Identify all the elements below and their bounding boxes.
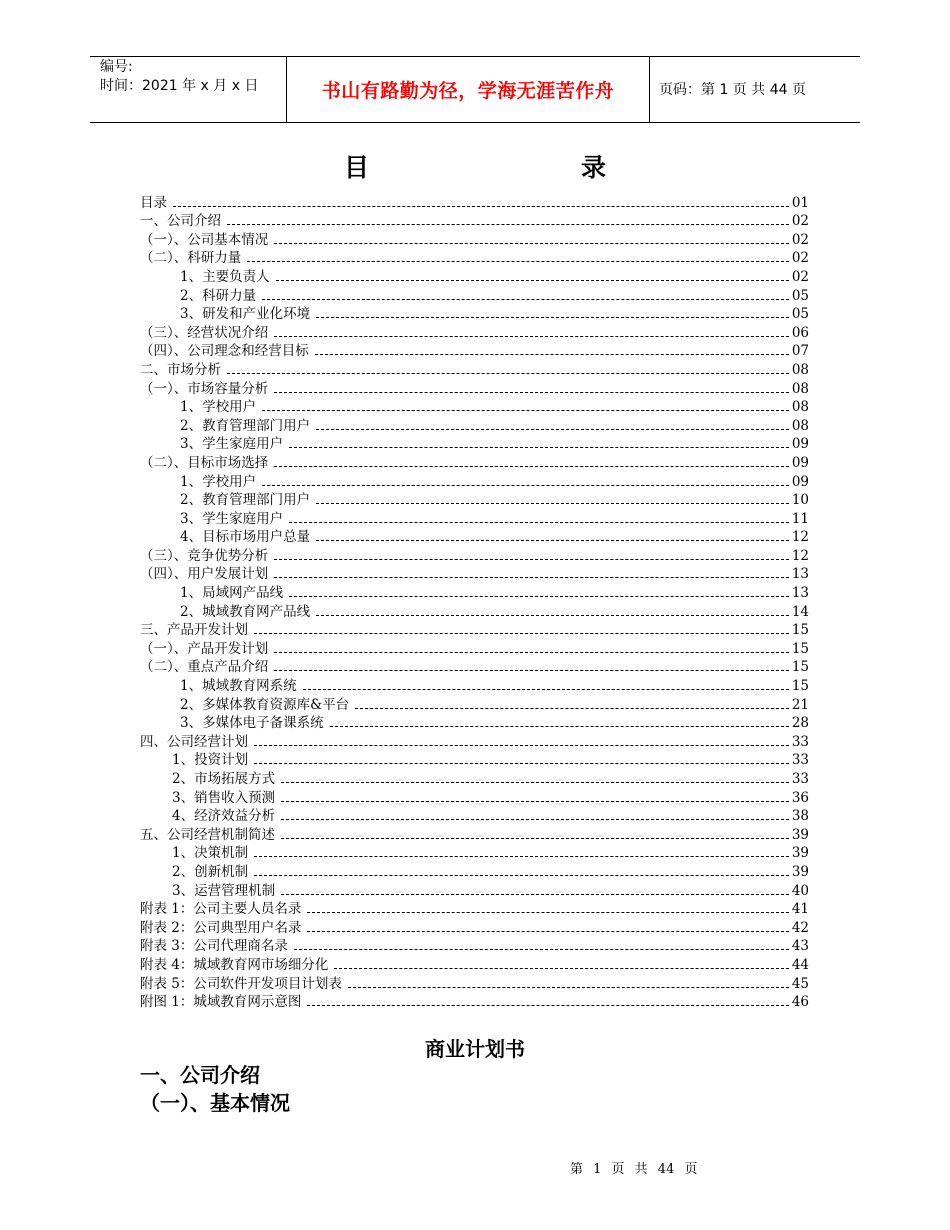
toc-leader-dots	[274, 336, 789, 337]
toc-entry-page: 45	[791, 975, 809, 992]
toc-entry[interactable]	[140, 323, 809, 342]
toc-entry-label: 2、市场拓展方式	[172, 771, 276, 787]
toc-entry-label: 附表 5：公司软件开发项目计划表	[140, 975, 342, 992]
toc-entry[interactable]	[140, 825, 809, 844]
toc-entry[interactable]	[140, 676, 809, 695]
toc-leader-dots	[355, 708, 789, 709]
toc-entry-label: （二）、科研力量	[140, 250, 242, 267]
toc-leader-dots	[262, 299, 789, 300]
toc-entry-page: 12	[791, 529, 809, 546]
toc-entry[interactable]	[140, 435, 809, 454]
toc-leader-dots	[227, 224, 789, 225]
toc-entry[interactable]	[140, 230, 809, 249]
toc-entry[interactable]	[140, 900, 809, 919]
toc-entry[interactable]	[140, 509, 809, 528]
toc-entry-page: 15	[791, 659, 809, 676]
toc-entry-label: 1、主要负责人	[180, 268, 270, 285]
document-number-label: 编号:	[100, 59, 133, 75]
toc-entry-label: 附表 1：公司主要人员名录	[140, 901, 302, 918]
header-page-number: 页码：第 1 页 共 44 页	[659, 82, 806, 98]
toc-entry-label: 附图 1：城域教育网示意图	[140, 994, 302, 1011]
toc-leader-dots	[303, 689, 789, 690]
toc-entry-label: （三）、经营状况介绍	[140, 324, 269, 341]
toc-entry-page: 08	[791, 361, 809, 378]
toc-entry[interactable]	[140, 453, 809, 472]
toc-entry-label: 四、公司经营计划	[140, 733, 248, 750]
toc-entry[interactable]	[140, 751, 809, 770]
toc-entry-label: 二、市场分析	[140, 361, 221, 378]
toc-entry[interactable]	[140, 807, 809, 826]
toc-entry-page: 39	[791, 826, 809, 843]
toc-entry[interactable]	[140, 639, 809, 658]
toc-entry[interactable]	[140, 769, 809, 788]
toc-entry-page: 36	[791, 789, 809, 806]
toc-entry[interactable]	[140, 732, 809, 751]
toc-entry-page: 08	[791, 380, 809, 397]
header-top-rule	[90, 56, 860, 57]
toc-entry-page: 08	[791, 399, 809, 416]
toc-entry-label: （四）、公司理念和经营目标	[140, 343, 309, 360]
toc-entry[interactable]	[140, 342, 809, 361]
toc-entry-label: 一、公司介绍	[140, 213, 221, 230]
toc-entry-page: 09	[791, 473, 809, 490]
toc-entry-label: （二）、目标市场选择	[140, 454, 269, 471]
toc-entry-page: 02	[791, 250, 809, 267]
toc-entry[interactable]	[140, 212, 809, 231]
toc-entry-label: 1、学校用户	[180, 399, 257, 416]
toc-leader-dots	[274, 652, 789, 653]
toc-entry-page: 10	[791, 492, 809, 509]
toc-entry-label: 1、决策机制	[172, 845, 249, 862]
toc-entry-label: 4、经济效益分析	[172, 808, 276, 825]
header-motto: 书山有路勤为径，学海无涯苦作舟	[321, 80, 615, 102]
toc-leader-dots	[348, 987, 789, 988]
toc-title-char-2: 录	[581, 153, 607, 182]
toc-entry[interactable]	[140, 881, 809, 900]
toc-entry-page: 15	[791, 640, 809, 657]
toc-leader-dots	[330, 726, 789, 727]
toc-entry-label: 3、学生家庭用户	[180, 510, 284, 527]
toc-entry-page: 21	[791, 696, 809, 713]
toc-entry[interactable]	[140, 621, 809, 640]
toc-entry[interactable]	[140, 714, 809, 733]
toc-leader-dots	[254, 763, 789, 764]
toc-entry-label: （一）、公司基本情况	[140, 231, 269, 248]
toc-entry-label: 1、学校用户	[180, 473, 257, 490]
toc-entry[interactable]	[140, 546, 809, 565]
toc-entry-label: （一）、产品开发计划	[140, 640, 269, 657]
toc-leader-dots	[274, 670, 789, 671]
toc-entry[interactable]	[140, 955, 809, 974]
toc-entry-page: 33	[791, 733, 809, 750]
footer-page-number: 第 1 页 共 44 页	[570, 1162, 698, 1177]
toc-entry-page: 43	[791, 938, 809, 955]
toc-leader-dots	[254, 875, 789, 876]
toc-leader-dots	[294, 949, 789, 950]
header-divider-right	[649, 56, 650, 122]
toc-leader-dots	[289, 447, 789, 448]
toc-entry[interactable]	[140, 416, 809, 435]
toc-entry-page: 02	[791, 268, 809, 285]
toc-entry-page: 13	[791, 585, 809, 602]
toc-entry[interactable]	[140, 565, 809, 584]
toc-entry-page: 15	[791, 622, 809, 639]
header-bottom-rule	[90, 122, 860, 123]
toc-leader-dots	[315, 354, 789, 355]
toc-entry-page: 39	[791, 863, 809, 880]
toc-leader-dots	[274, 392, 789, 393]
toc-entry-label: 3、研发和产业化环境	[180, 306, 311, 323]
toc-leader-dots	[281, 819, 789, 820]
document-title: 商业计划书	[425, 1037, 525, 1061]
toc-entry[interactable]	[140, 583, 809, 602]
toc-entry-page: 15	[791, 678, 809, 695]
toc-entry-page: 05	[791, 287, 809, 304]
subsection-heading: （一）、基本情况	[140, 1091, 290, 1115]
toc-entry[interactable]	[140, 193, 809, 212]
toc-title-char-1: 目	[344, 153, 370, 182]
toc-entry-label: （一）、市场容量分析	[140, 380, 269, 397]
toc-entry-label: 2、多媒体教育资源库&平台	[180, 696, 350, 713]
toc-entry[interactable]	[140, 249, 809, 268]
toc-entry-page: 46	[791, 994, 809, 1011]
document-date: 时间：2021 年 x 月 x 日	[100, 78, 259, 94]
toc-entry[interactable]	[140, 286, 809, 305]
toc-entry[interactable]	[140, 788, 809, 807]
toc-leader-dots	[227, 373, 789, 374]
toc-leader-dots	[173, 206, 789, 207]
toc-leader-dots	[307, 931, 788, 932]
toc-entry[interactable]	[140, 993, 809, 1012]
toc-entry-page: 12	[791, 547, 809, 564]
section-heading: 一、公司介绍	[140, 1063, 260, 1087]
toc-leader-dots	[316, 503, 789, 504]
toc-leader-dots	[289, 522, 789, 523]
toc-leader-dots	[254, 856, 789, 857]
toc-entry-page: 41	[791, 901, 809, 918]
toc-entry[interactable]	[140, 360, 809, 379]
toc-entry-page: 39	[791, 845, 809, 862]
toc-leader-dots	[316, 429, 789, 430]
toc-leader-dots	[307, 912, 788, 913]
toc-entry[interactable]	[140, 937, 809, 956]
toc-entry-label: 2、教育管理部门用户	[180, 417, 311, 434]
toc-entry-label: 2、教育管理部门用户	[180, 492, 311, 509]
toc-leader-dots	[276, 280, 789, 281]
toc-entry-page: 33	[791, 752, 809, 769]
toc-entry[interactable]	[140, 695, 809, 714]
toc-entry[interactable]	[140, 602, 809, 621]
toc-entry-label: 2、科研力量	[180, 287, 257, 304]
toc-leader-dots	[274, 577, 789, 578]
toc-leader-dots	[316, 317, 789, 318]
toc-entry[interactable]	[140, 305, 809, 324]
toc-leader-dots	[274, 466, 789, 467]
toc-title	[0, 148, 950, 182]
toc-entry[interactable]	[140, 844, 809, 863]
toc-entry-label: 附表 2：公司典型用户名录	[140, 919, 302, 936]
toc-entry[interactable]	[140, 267, 809, 286]
toc-leader-dots	[262, 485, 789, 486]
toc-entry-label: 2、创新机制	[172, 863, 249, 880]
toc-entry-page: 02	[791, 213, 809, 230]
toc-entry-label: 目录	[140, 194, 167, 211]
toc-leader-dots	[334, 968, 788, 969]
toc-entry-page: 01	[791, 194, 809, 211]
toc-leader-dots	[289, 596, 789, 597]
toc-leader-dots	[262, 410, 789, 411]
toc-entry-label: 3、学生家庭用户	[180, 436, 284, 453]
toc-leader-dots	[316, 540, 789, 541]
toc-leader-dots	[281, 782, 789, 783]
toc-entry-page: 09	[791, 436, 809, 453]
toc-entry-page: 14	[791, 603, 809, 620]
toc-entry[interactable]	[140, 862, 809, 881]
toc-entry[interactable]	[140, 658, 809, 677]
toc-entry-label: 3、销售收入预测	[172, 789, 276, 806]
toc-entry[interactable]	[140, 472, 809, 491]
toc-entry-page: 40	[791, 882, 809, 899]
toc-entry-page: 09	[791, 454, 809, 471]
toc-entry-page: 07	[791, 343, 809, 360]
toc-entry-label: 附表 3：公司代理商名录	[140, 938, 288, 955]
toc-entry-page: 28	[791, 715, 809, 732]
toc-entry-label: 1、投资计划	[172, 752, 249, 769]
toc-entry[interactable]	[140, 398, 809, 417]
toc-entry-label: 附表 4：城域教育网市场细分化	[140, 956, 329, 973]
toc-leader-dots	[281, 801, 789, 802]
toc-entry-page: 05	[791, 306, 809, 323]
toc-entry-page: 02	[791, 231, 809, 248]
toc-leader-dots	[247, 261, 789, 262]
toc-leader-dots	[281, 838, 789, 839]
toc-entry-label: （二）、重点产品介绍	[140, 659, 269, 676]
table-of-contents	[140, 193, 809, 1011]
toc-leader-dots	[281, 894, 789, 895]
toc-entry[interactable]	[140, 379, 809, 398]
toc-entry-page: 08	[791, 417, 809, 434]
toc-entry-label: 3、多媒体电子备课系统	[180, 715, 324, 732]
toc-entry-page: 38	[791, 808, 809, 825]
toc-leader-dots	[307, 1005, 788, 1006]
toc-entry[interactable]	[140, 491, 809, 510]
toc-leader-dots	[316, 615, 789, 616]
toc-entry-page: 44	[791, 956, 809, 973]
toc-entry-label: （四）、用户发展计划	[140, 566, 269, 583]
toc-entry[interactable]	[140, 974, 809, 993]
toc-entry-page: 06	[791, 324, 809, 341]
toc-entry-label: 4、目标市场用户总量	[180, 529, 311, 546]
toc-entry-page: 13	[791, 566, 809, 583]
toc-entry-label: （三）、竞争优势分析	[140, 547, 269, 564]
toc-entry-label: 2、城域教育网产品线	[180, 603, 311, 620]
toc-entry-label: 3、运营管理机制	[172, 882, 276, 899]
header-left-block	[100, 58, 258, 96]
toc-leader-dots	[254, 745, 789, 746]
toc-entry[interactable]	[140, 528, 809, 547]
toc-entry-label: 三、产品开发计划	[140, 622, 248, 639]
toc-entry-label: 1、城域教育网系统	[180, 678, 297, 695]
toc-entry-page: 42	[791, 919, 809, 936]
toc-leader-dots	[274, 243, 789, 244]
toc-leader-dots	[274, 559, 789, 560]
toc-entry-label: 1、局域网产品线	[180, 585, 284, 602]
toc-entry-page: 33	[791, 771, 809, 787]
toc-entry[interactable]	[140, 918, 809, 937]
toc-entry-label: 五、公司经营机制简述	[140, 826, 275, 843]
toc-leader-dots	[254, 633, 789, 634]
toc-entry-page: 11	[791, 510, 809, 527]
